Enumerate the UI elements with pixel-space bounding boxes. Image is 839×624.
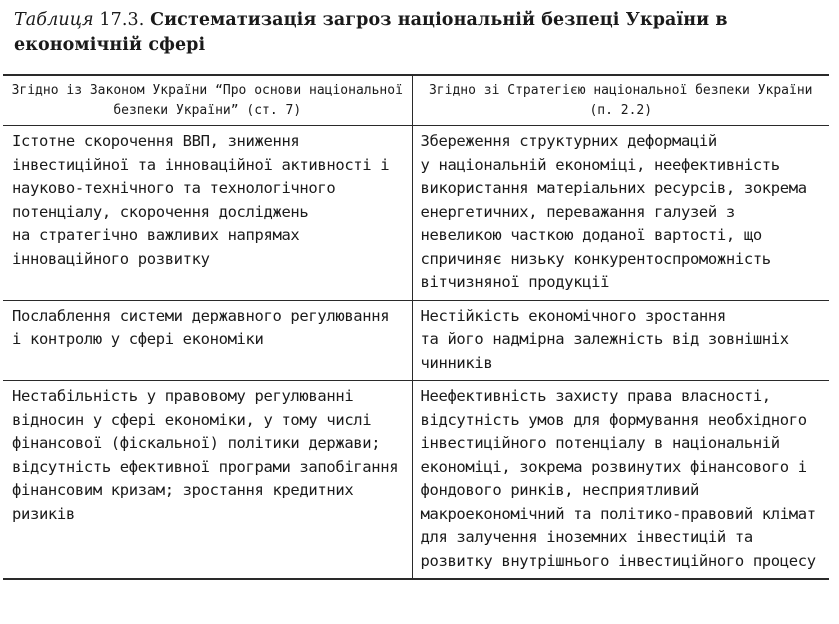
row-3-law-cell (3, 381, 412, 580)
cell-text: Неефективність захисту права власності, відсутність умов для формування необхідного інвестиційного потенціалу в національній економіці, зокрема розвинутих фінансового і фондового ринків, несприятливий макроекономічний та політико-правовий клімат для залучення іноземних інвестицій та розвитку внутрішнього інвестиційного процесу (420, 387, 816, 570)
cell-text: Нестабільність у правовому регулюванні відносин у сфері економіки, у тому числі фінансової (фіскальної) політики держави; відсутність ефективної програми запобігання фінансовим кризам; зростання кредитних ризиків (12, 387, 399, 523)
caption-title: Систематизація загроз національній безпеці України в економічній сфері (14, 10, 728, 55)
header-strategy: Згідно зі Стратегією національної безпеки України (п. 2.2) (412, 75, 829, 126)
row-1-law-cell (3, 126, 412, 301)
row-3-strategy-cell (412, 381, 829, 580)
table-row (3, 126, 829, 301)
table-header-row (3, 75, 829, 126)
row-2-law-cell (3, 300, 412, 381)
caption-number: 17.3. (99, 10, 145, 30)
cell-text: Послаблення системи державного регулювання і контролю у сфері економіки (12, 306, 390, 348)
cell-text: Нестійкість економічного зростання та його надмірна залежність від зовнішніх чинників (420, 306, 789, 372)
table-row (3, 300, 829, 381)
header-law: Згідно із Законом України “Про основи національної безпеки України” (ст. 7) (3, 75, 412, 126)
row-2-strategy-cell (412, 300, 829, 381)
cell-text: Істотне скорочення ВВП, зниження інвестиційної та інноваційної активності і науково-технічного та технологічного потенціалу, скорочення досліджень на стратегічно важливих напрямах інноваційного розвитку (12, 132, 390, 268)
table-caption (14, 8, 826, 58)
row-1-strategy-cell (412, 126, 829, 301)
cell-text: Збереження структурних деформацій у національній економіці, неефективність використання матеріальних ресурсів, зокрема енергетичних, переважання галузей з невеликою часткою доданої вартості, що спричиняє низьку конкурентоспроможність вітчизняної продукції (420, 132, 807, 291)
threats-table (3, 74, 829, 580)
table-row (3, 381, 829, 580)
caption-lead: Таблиця (14, 10, 94, 30)
